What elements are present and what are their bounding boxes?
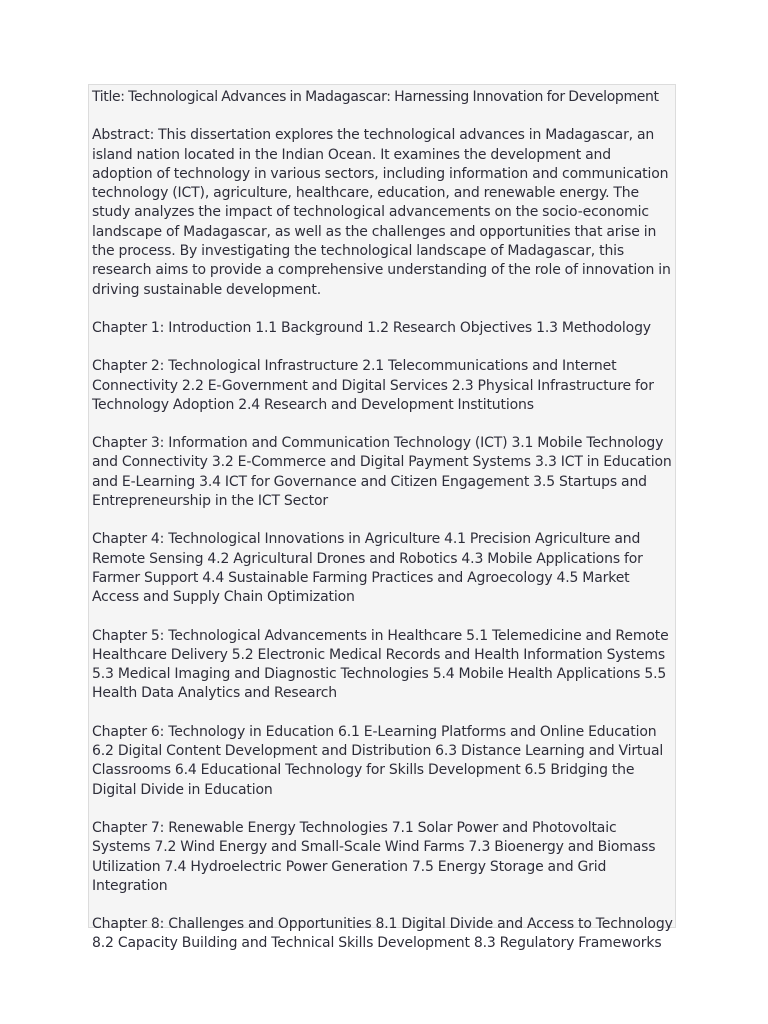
chapter-3-paragraph: Chapter 3: Information and Communication Technology (ICT) 3.1 Mobile Technology and Connectivity 3.2 E-Commerce and Digital Payment Systems 3.3 ICT in Education and E-Learning 3.4 ICT for Governance and Citizen Engagement 3.5 Startups and Entrepreneurship in the ICT Sector: [92, 435, 672, 510]
chapter-4-paragraph: Chapter 4: Technological Innovations in Agriculture 4.1 Precision Agriculture and Remote Sensing 4.2 Agricultural Drones and Robotics 4.3 Mobile Applications for Farmer Support 4.4 Sustainable Farming Practices and Agroecology 4.5 Market Access and Supply Chain Optimization: [92, 531, 643, 606]
chapter-7-paragraph: Chapter 7: Renewable Energy Technologies 7.1 Solar Power and Photovoltaic Systems 7.2 Wind Energy and Small-Scale Wind Farms 7.3 Bioenergy and Biomass Utilization 7.4 Hydroelectric Power Generation 7.5 Energy Storage and Grid Integration: [92, 819, 656, 894]
chapter-6-paragraph: Chapter 6: Technology in Education 6.1 E-Learning Platforms and Online Education 6.2 Digital Content Development and Distribution 6.3 Distance Learning and Virtual Classrooms 6.4 Educational Technology for Skills Development 6.5 Bridging the Digital Divide in Education: [92, 723, 664, 798]
chapter-2-paragraph: Chapter 2: Technological Infrastructure 2.1 Telecommunications and Internet Connectivity 2.2 E-Government and Digital Services 2.3 Physical Infrastructure for Technology Adoption 2.4 Research and Development Institutions: [92, 358, 654, 413]
document-title: Title: Technological Advances in Madagascar: Harnessing Innovation for Development: [92, 89, 659, 105]
abstract-paragraph: Abstract: This dissertation explores the technological advances in Madagascar, an island nation located in the Indian Ocean. It examines the development and adoption of technology in various sectors, including information and communication technology (ICT), agriculture, healthcare, education, and renewable energy. The study analyzes the impact of technological advancements on the socio-economic landscape of Madagascar, as well as the challenges and opportunities that arise in the process. By investigating the technological landscape of Madagascar, this research aims to provide a comprehensive understanding of the role of innovation in driving sustainable development.: [92, 127, 671, 298]
chapter-8-paragraph: Chapter 8: Challenges and Opportunities 8.1 Digital Divide and Access to Technology 8.2 Capacity Building and Technical Skills Development 8.3 Regulatory Frameworks: [92, 916, 673, 952]
chapter-5-paragraph: Chapter 5: Technological Advancements in Healthcare 5.1 Telemedicine and Remote Healthcare Delivery 5.2 Electronic Medical Records and Health Information Systems 5.3 Medical Imaging and Diagnostic Technologies 5.4 Mobile Health Applications 5.5 Health Data Analytics and Research: [92, 627, 669, 702]
chapter-1-paragraph: Chapter 1: Introduction 1.1 Background 1.2 Research Objectives 1.3 Methodology: [92, 319, 651, 336]
document-page: [88, 84, 676, 952]
